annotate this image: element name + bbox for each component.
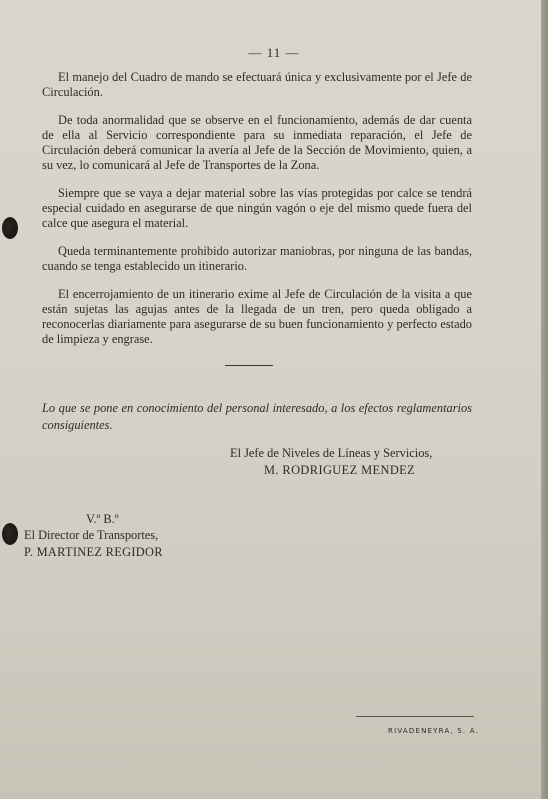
printer-imprint: RIVADENEYRA, S. A. bbox=[388, 727, 480, 735]
notice-text: Lo que se pone en conocimiento del personal interesado, a los efectos reglamentarios consiguientes. bbox=[42, 401, 472, 432]
paragraph-anomalies: De toda anormalidad que se observe en el funcionamiento, además de dar cuenta de ella al Servicio correspondiente para su inmediata reparación, el Jefe de Circulación deberá comunicar la avería al Jefe de la Sección de Movimiento, quien, a su vez, lo comunicará al Jefe de Transportes de la Zona. bbox=[42, 113, 472, 172]
paragraph-route-locking: El encerrojamiento de un itinerario exime al Jefe de Circulación de la visita a que están sujetas las agujas antes de la llegada de un tren, pero queda obligado a reconocerlas diariamente para asegurarse de su buen funcionamiento y perfecto estado de limpieza y engrase. bbox=[42, 287, 472, 346]
signature-right-name: M. RODRIGUEZ MENDEZ bbox=[264, 463, 416, 477]
punch-hole-top bbox=[2, 217, 18, 239]
signature-left-approval: V.º B.º bbox=[86, 512, 119, 526]
punch-hole-bottom bbox=[2, 523, 18, 545]
paragraph-material-chock: Siempre que se vaya a dejar material sobre las vías protegidas por calce se tendrá especial cuidado en asegurarse de que ningún vagón o eje del mismo quede fuera del calce que asegura el material. bbox=[42, 186, 472, 230]
page-number: — 11 — bbox=[248, 45, 300, 60]
section-divider bbox=[225, 365, 273, 366]
paragraph-maneuvers: Queda terminantemente prohibido autorizar maniobras, por ninguna de las bandas, cuando se tenga establecido un itinerario. bbox=[42, 244, 472, 273]
page-edge bbox=[541, 0, 548, 799]
paragraph-control-panel: El manejo del Cuadro de mando se efectuará única y exclusivamente por el Jefe de Circulación. bbox=[42, 70, 472, 99]
signature-left-title: El Director de Transportes, bbox=[24, 528, 159, 542]
signature-right-title: El Jefe de Niveles de Líneas y Servicios, bbox=[230, 446, 433, 460]
signature-left-name: P. MARTINEZ REGIDOR bbox=[24, 545, 163, 559]
printer-rule bbox=[356, 716, 474, 717]
